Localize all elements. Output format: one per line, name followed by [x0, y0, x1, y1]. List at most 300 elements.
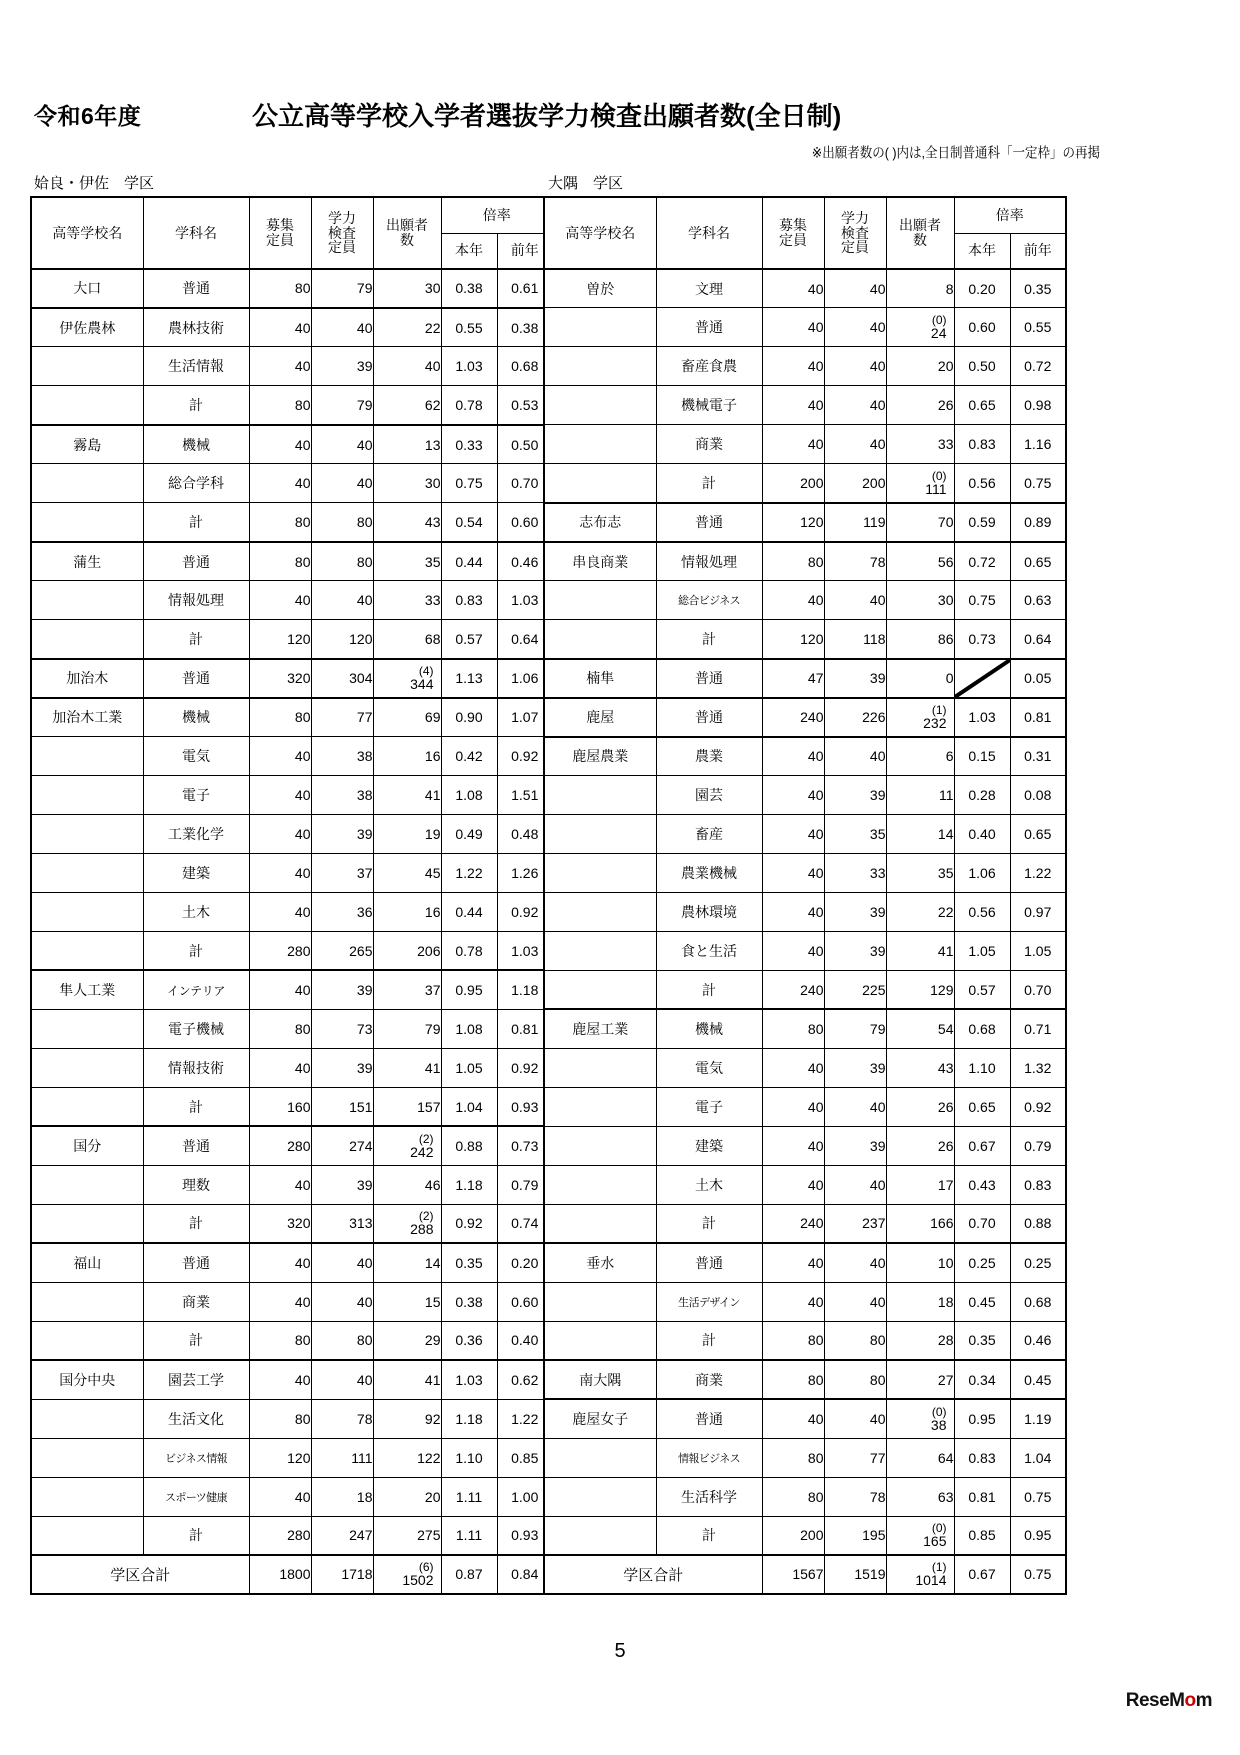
cell-ratio-previous: 0.38	[497, 308, 553, 347]
cell-capacity: 40	[762, 931, 824, 970]
cell-department-name: 機械電子	[656, 386, 762, 425]
cell-exam-capacity: 73	[311, 1009, 373, 1048]
cell-exam-capacity: 36	[311, 893, 373, 932]
cell-applicants: 17	[886, 1165, 954, 1204]
cell-exam-capacity: 40	[824, 1165, 886, 1204]
cell-ratio-previous: 0.05	[1010, 659, 1066, 698]
cell-ratio-previous: 0.61	[497, 269, 553, 308]
column-header-ratio-previous: 前年	[497, 233, 553, 269]
cell-total-label: 学区合計	[544, 1555, 762, 1594]
cell-exam-capacity: 200	[824, 464, 886, 503]
cell-school-name	[544, 425, 656, 464]
table-row	[544, 815, 1066, 854]
cell-exam-capacity: 151	[311, 1087, 373, 1126]
cell-department-name: 情報技術	[143, 1048, 249, 1087]
cell-total-label: 学区合計	[31, 1555, 249, 1594]
cell-ratio-current: 1.03	[441, 347, 497, 386]
cell-school-name	[544, 776, 656, 815]
cell-exam-capacity: 247	[311, 1516, 373, 1555]
table-row	[544, 464, 1066, 503]
cell-exam-capacity: 40	[824, 269, 886, 308]
cell-ratio-previous: 1.04	[1010, 1438, 1066, 1477]
cell-ratio-current: 1.10	[954, 1048, 1010, 1087]
table-row	[544, 1087, 1066, 1126]
header-row-top	[544, 197, 1066, 233]
cell-applicants: 13	[373, 425, 441, 464]
cell-ratio-previous: 0.53	[497, 386, 553, 425]
cell-applicants: 129	[886, 970, 954, 1009]
cell-department-name: 普通	[143, 1243, 249, 1282]
table-row	[31, 386, 553, 425]
cell-total-applicants: (6) 1502	[373, 1555, 441, 1594]
table-total-row	[544, 1555, 1066, 1594]
cell-school-name	[31, 931, 143, 970]
table-row	[544, 776, 1066, 815]
cell-ratio-previous: 0.48	[497, 815, 553, 854]
cell-ratio-current: 1.03	[441, 1360, 497, 1399]
cell-school-name	[31, 620, 143, 659]
cell-capacity: 80	[249, 269, 311, 308]
cell-applicants: 6	[886, 737, 954, 776]
cell-ratio-current: 0.90	[441, 698, 497, 737]
cell-school-name	[544, 854, 656, 893]
cell-total-ratio-previous: 0.84	[497, 1555, 553, 1594]
cell-department-name: 普通	[656, 1399, 762, 1438]
cell-capacity: 40	[249, 815, 311, 854]
cell-capacity: 240	[762, 698, 824, 737]
cell-applicants: (0) 165	[886, 1516, 954, 1555]
cell-applicants: 33	[373, 581, 441, 620]
table-row	[544, 1126, 1066, 1165]
table-row	[544, 1048, 1066, 1087]
cell-ratio-current: 0.65	[954, 1087, 1010, 1126]
cell-applicants: 30	[886, 581, 954, 620]
era-label: 令和6年度	[34, 103, 142, 129]
cell-school-name	[31, 464, 143, 503]
table-row	[31, 425, 553, 464]
table-row	[544, 970, 1066, 1009]
cell-capacity: 40	[249, 347, 311, 386]
cell-exam-capacity: 78	[311, 1399, 373, 1438]
column-header-applicants: 出願者 数	[886, 197, 954, 269]
cell-department-name: インテリア	[143, 970, 249, 1009]
cell-ratio-previous: 0.89	[1010, 503, 1066, 542]
table-container-left	[30, 196, 554, 1595]
cell-capacity: 40	[249, 425, 311, 464]
cell-ratio-current: 1.03	[954, 698, 1010, 737]
cell-exam-capacity: 79	[311, 386, 373, 425]
table-row	[31, 1282, 553, 1321]
logo-accent: o	[1184, 1690, 1196, 1711]
cell-exam-capacity: 38	[311, 776, 373, 815]
cell-department-name: 普通	[656, 698, 762, 737]
table-row	[544, 1399, 1066, 1438]
cell-school-name	[544, 620, 656, 659]
empty-diagonal-icon	[955, 660, 1010, 697]
cell-ratio-previous: 0.60	[497, 503, 553, 542]
cell-capacity: 40	[762, 1048, 824, 1087]
cell-ratio-previous: 0.95	[1010, 1516, 1066, 1555]
admissions-table-left	[30, 196, 554, 1595]
table-row	[544, 1360, 1066, 1399]
header-note: ※出願者数の( )内は,全日制普通科「一定枠」の再掲	[811, 145, 1100, 162]
cell-exam-capacity: 40	[311, 425, 373, 464]
cell-exam-capacity: 119	[824, 503, 886, 542]
cell-ratio-current: 0.73	[954, 620, 1010, 659]
cell-applicants: 157	[373, 1087, 441, 1126]
cell-applicants: 14	[373, 1243, 441, 1282]
cell-school-name: 南大隅	[544, 1360, 656, 1399]
cell-ratio-current: 0.44	[441, 542, 497, 581]
document-header	[0, 98, 1240, 138]
cell-capacity: 40	[762, 1087, 824, 1126]
cell-total-ratio-previous: 0.75	[1010, 1555, 1066, 1594]
cell-exam-capacity: 39	[311, 815, 373, 854]
cell-school-name: 大口	[31, 269, 143, 308]
cell-total-ratio-current: 0.67	[954, 1555, 1010, 1594]
column-header-exam-capacity: 学力 検査 定員	[824, 197, 886, 269]
cell-ratio-previous: 0.75	[1010, 464, 1066, 503]
cell-capacity: 120	[762, 503, 824, 542]
cell-department-name: 普通	[656, 503, 762, 542]
table-row	[31, 1204, 553, 1243]
cell-applicants: 41	[373, 1048, 441, 1087]
cell-applicants: 45	[373, 854, 441, 893]
cell-ratio-current: 1.18	[441, 1165, 497, 1204]
cell-applicants: 22	[373, 308, 441, 347]
cell-applicants: 41	[373, 1360, 441, 1399]
cell-department-name: 理数	[143, 1165, 249, 1204]
cell-ratio-current: 0.83	[954, 425, 1010, 464]
cell-ratio-current: 0.72	[954, 542, 1010, 581]
cell-ratio-current: 0.95	[954, 1399, 1010, 1438]
cell-department-name: 園芸工学	[143, 1360, 249, 1399]
site-logo	[1126, 1690, 1212, 1712]
cell-applicants: 26	[886, 386, 954, 425]
page-number: 5	[614, 1640, 626, 1662]
cell-ratio-previous: 0.62	[497, 1360, 553, 1399]
cell-department-name: 普通	[656, 308, 762, 347]
table-row	[31, 659, 553, 698]
cell-exam-capacity: 80	[824, 1321, 886, 1360]
cell-applicants: 62	[373, 386, 441, 425]
cell-applicants: 41	[373, 776, 441, 815]
cell-school-name: 加治木	[31, 659, 143, 698]
cell-total-capacity: 1800	[249, 1555, 311, 1594]
cell-school-name: 鹿屋	[544, 698, 656, 737]
table-row	[544, 931, 1066, 970]
cell-exam-capacity: 79	[824, 1009, 886, 1048]
cell-ratio-previous: 0.55	[1010, 308, 1066, 347]
cell-applicants: 33	[886, 425, 954, 464]
cell-school-name	[31, 1087, 143, 1126]
cell-applicants: 30	[373, 464, 441, 503]
cell-exam-capacity: 39	[311, 1165, 373, 1204]
cell-ratio-current: 0.38	[441, 1282, 497, 1321]
cell-ratio-previous: 0.08	[1010, 776, 1066, 815]
cell-total-exam-capacity: 1718	[311, 1555, 373, 1594]
cell-ratio-previous: 0.25	[1010, 1243, 1066, 1282]
logo-tail: m	[1195, 1690, 1212, 1711]
cell-applicants: (0) 111	[886, 464, 954, 503]
cell-capacity: 240	[762, 1204, 824, 1243]
cell-applicants: 14	[886, 815, 954, 854]
cell-exam-capacity: 40	[311, 1360, 373, 1399]
cell-school-name	[544, 1165, 656, 1204]
cell-school-name: 福山	[31, 1243, 143, 1282]
cell-school-name	[31, 1009, 143, 1048]
cell-school-name: 伊佐農林	[31, 308, 143, 347]
table-row	[31, 1165, 553, 1204]
cell-department-name: 計	[143, 386, 249, 425]
cell-exam-capacity: 40	[824, 1087, 886, 1126]
cell-exam-capacity: 38	[311, 737, 373, 776]
cell-department-name: 計	[143, 1516, 249, 1555]
cell-department-name: 普通	[143, 542, 249, 581]
cell-ratio-previous: 0.70	[497, 464, 553, 503]
cell-school-name	[31, 1438, 143, 1477]
cell-department-name: 普通	[656, 1243, 762, 1282]
column-header-school: 高等学校名	[31, 197, 143, 269]
cell-applicants: 40	[373, 347, 441, 386]
cell-applicants: 56	[886, 542, 954, 581]
cell-capacity: 40	[762, 581, 824, 620]
cell-exam-capacity: 40	[311, 308, 373, 347]
cell-department-name: 計	[656, 464, 762, 503]
cell-exam-capacity: 77	[824, 1438, 886, 1477]
table-row	[544, 698, 1066, 737]
cell-ratio-current: 0.92	[441, 1204, 497, 1243]
cell-exam-capacity: 77	[311, 698, 373, 737]
cell-capacity: 47	[762, 659, 824, 698]
column-header-dept: 学科名	[143, 197, 249, 269]
cell-ratio-current: 0.56	[954, 464, 1010, 503]
table-row	[31, 620, 553, 659]
cell-ratio-current: 1.08	[441, 776, 497, 815]
cell-ratio-current: 1.05	[954, 931, 1010, 970]
table-row	[31, 893, 553, 932]
district-label-left: 姶良・伊佐 学区	[34, 175, 155, 192]
cell-exam-capacity: 40	[824, 1243, 886, 1282]
cell-capacity: 320	[249, 1204, 311, 1243]
cell-exam-capacity: 40	[311, 464, 373, 503]
cell-school-name	[544, 581, 656, 620]
cell-department-name: 商業	[656, 425, 762, 464]
cell-department-name: 工業化学	[143, 815, 249, 854]
cell-school-name	[544, 1204, 656, 1243]
table-container-right	[543, 196, 1067, 1595]
cell-applicants: 64	[886, 1438, 954, 1477]
cell-school-name	[31, 1477, 143, 1516]
cell-ratio-current: 0.42	[441, 737, 497, 776]
cell-applicants: 26	[886, 1126, 954, 1165]
table-row	[544, 1516, 1066, 1555]
cell-department-name: 計	[143, 503, 249, 542]
cell-applicants: 15	[373, 1282, 441, 1321]
column-header-applicants: 出願者 数	[373, 197, 441, 269]
cell-school-name	[31, 347, 143, 386]
cell-exam-capacity: 225	[824, 970, 886, 1009]
cell-school-name	[544, 1438, 656, 1477]
cell-department-name: 農林技術	[143, 308, 249, 347]
cell-department-name: 計	[143, 1204, 249, 1243]
cell-total-applicants: (1) 1014	[886, 1555, 954, 1594]
cell-ratio-current	[954, 659, 1010, 698]
cell-applicants: 70	[886, 503, 954, 542]
cell-department-name: 農林環境	[656, 893, 762, 932]
cell-applicants: 63	[886, 1477, 954, 1516]
cell-department-name: 機械	[656, 1009, 762, 1048]
cell-ratio-previous: 0.35	[1010, 269, 1066, 308]
cell-department-name: 食と生活	[656, 931, 762, 970]
cell-department-name: 電気	[143, 737, 249, 776]
cell-exam-capacity: 40	[824, 308, 886, 347]
cell-school-name	[31, 581, 143, 620]
cell-ratio-current: 0.54	[441, 503, 497, 542]
cell-applicants: 41	[886, 931, 954, 970]
cell-ratio-current: 0.75	[441, 464, 497, 503]
cell-applicants: 22	[886, 893, 954, 932]
table-row	[544, 1438, 1066, 1477]
cell-exam-capacity: 39	[311, 1048, 373, 1087]
cell-capacity: 40	[249, 1165, 311, 1204]
cell-department-name: 商業	[143, 1282, 249, 1321]
cell-ratio-current: 1.22	[441, 854, 497, 893]
cell-ratio-current: 0.28	[954, 776, 1010, 815]
cell-applicants: 19	[373, 815, 441, 854]
table-row	[31, 698, 553, 737]
cell-school-name: 蒲生	[31, 542, 143, 581]
cell-ratio-previous: 0.64	[1010, 620, 1066, 659]
cell-capacity: 40	[249, 970, 311, 1009]
cell-ratio-current: 0.57	[954, 970, 1010, 1009]
cell-exam-capacity: 35	[824, 815, 886, 854]
cell-department-name: 商業	[656, 1360, 762, 1399]
cell-department-name: 園芸	[656, 776, 762, 815]
cell-exam-capacity: 80	[311, 503, 373, 542]
cell-ratio-previous: 1.03	[497, 931, 553, 970]
column-header-ratio-current: 本年	[954, 233, 1010, 269]
cell-school-name: 鹿屋女子	[544, 1399, 656, 1438]
cell-ratio-previous: 0.93	[497, 1087, 553, 1126]
district-label-right: 大隅 学区	[548, 175, 624, 192]
cell-exam-capacity: 78	[824, 1477, 886, 1516]
cell-department-name: 畜産	[656, 815, 762, 854]
cell-department-name: 建築	[656, 1126, 762, 1165]
cell-ratio-previous: 0.73	[497, 1126, 553, 1165]
table-row	[544, 347, 1066, 386]
cell-capacity: 320	[249, 659, 311, 698]
cell-exam-capacity: 195	[824, 1516, 886, 1555]
table-row	[31, 464, 553, 503]
cell-ratio-current: 0.81	[954, 1477, 1010, 1516]
cell-applicants: 86	[886, 620, 954, 659]
cell-exam-capacity: 40	[824, 425, 886, 464]
cell-capacity: 80	[249, 503, 311, 542]
table-body-left	[31, 269, 553, 1594]
table-row	[31, 1009, 553, 1048]
cell-applicants: 29	[373, 1321, 441, 1360]
cell-ratio-previous: 0.93	[497, 1516, 553, 1555]
cell-applicants: 8	[886, 269, 954, 308]
table-row	[544, 893, 1066, 932]
cell-department-name: 計	[656, 1321, 762, 1360]
cell-department-name: 普通	[143, 659, 249, 698]
table-row	[544, 659, 1066, 698]
cell-ratio-current: 1.10	[441, 1438, 497, 1477]
cell-ratio-current: 0.25	[954, 1243, 1010, 1282]
cell-ratio-current: 1.13	[441, 659, 497, 698]
table-row	[31, 1048, 553, 1087]
cell-department-name: 計	[656, 620, 762, 659]
cell-ratio-previous: 0.88	[1010, 1204, 1066, 1243]
cell-school-name	[544, 1477, 656, 1516]
cell-ratio-current: 0.67	[954, 1126, 1010, 1165]
cell-ratio-current: 0.85	[954, 1516, 1010, 1555]
table-row	[544, 737, 1066, 776]
cell-exam-capacity: 39	[824, 1126, 886, 1165]
table-row	[544, 1477, 1066, 1516]
logo-main: ReseM	[1125, 1690, 1185, 1711]
cell-total-ratio-current: 0.87	[441, 1555, 497, 1594]
table-row	[31, 854, 553, 893]
cell-school-name: 串良商業	[544, 542, 656, 581]
cell-school-name	[31, 1399, 143, 1438]
cell-capacity: 40	[762, 776, 824, 815]
table-row	[544, 269, 1066, 308]
table-row	[31, 347, 553, 386]
cell-ratio-previous: 0.46	[497, 542, 553, 581]
cell-capacity: 40	[762, 386, 824, 425]
cell-ratio-previous: 0.45	[1010, 1360, 1066, 1399]
table-row	[31, 1477, 553, 1516]
cell-ratio-current: 0.50	[954, 347, 1010, 386]
cell-capacity: 80	[249, 1009, 311, 1048]
table-row	[31, 737, 553, 776]
table-row	[31, 970, 553, 1009]
cell-ratio-previous: 0.83	[1010, 1165, 1066, 1204]
cell-school-name	[31, 1204, 143, 1243]
cell-school-name	[31, 776, 143, 815]
column-header-dept: 学科名	[656, 197, 762, 269]
cell-school-name	[31, 737, 143, 776]
cell-ratio-previous: 0.71	[1010, 1009, 1066, 1048]
cell-exam-capacity: 39	[824, 776, 886, 815]
cell-department-name: 電子	[656, 1087, 762, 1126]
cell-exam-capacity: 118	[824, 620, 886, 659]
cell-ratio-previous: 0.65	[1010, 815, 1066, 854]
cell-capacity: 40	[249, 776, 311, 815]
table-body-right	[544, 269, 1066, 1594]
table-total-row	[31, 1555, 553, 1594]
cell-capacity: 40	[762, 1282, 824, 1321]
cell-department-name: 計	[656, 1204, 762, 1243]
cell-ratio-current: 1.11	[441, 1477, 497, 1516]
table-row	[31, 1360, 553, 1399]
cell-capacity: 40	[762, 269, 824, 308]
cell-ratio-previous: 1.05	[1010, 931, 1066, 970]
cell-ratio-previous: 0.50	[497, 425, 553, 464]
column-header-ratio: 倍率	[441, 197, 553, 233]
cell-department-name: 情報処理	[656, 542, 762, 581]
cell-ratio-current: 0.38	[441, 269, 497, 308]
cell-ratio-current: 0.15	[954, 737, 1010, 776]
cell-ratio-previous: 0.81	[1010, 698, 1066, 737]
cell-department-name: 総合学科	[143, 464, 249, 503]
cell-exam-capacity: 79	[311, 269, 373, 308]
cell-ratio-previous: 0.74	[497, 1204, 553, 1243]
cell-applicants: 35	[373, 542, 441, 581]
